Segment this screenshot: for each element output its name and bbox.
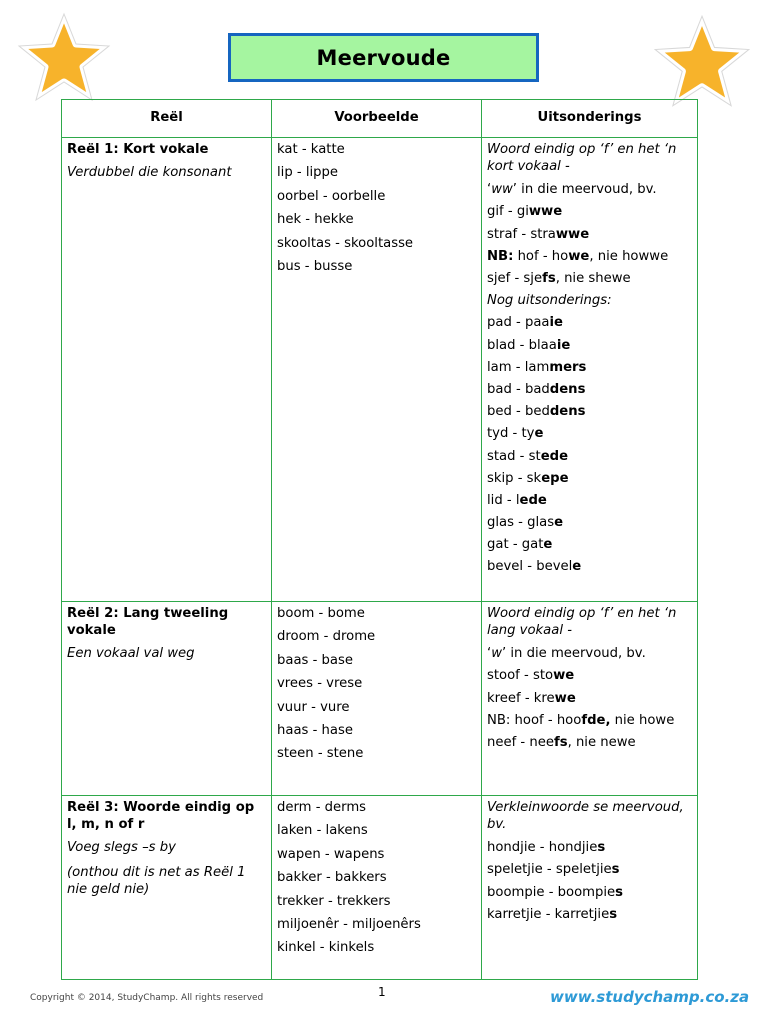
example-item: wapen - wapens <box>277 846 385 862</box>
exception-text: ‘ <box>487 182 492 198</box>
exception-text: ’ in die meervoud, bv. <box>502 646 646 662</box>
example-item: steen - stene <box>277 746 364 762</box>
exceptions-cell <box>482 138 698 602</box>
exception-subheading: Nog uitsonderings: <box>487 293 612 309</box>
examples-cell <box>272 602 482 796</box>
exception-ending: s <box>609 906 618 922</box>
column-header: Reël <box>62 100 272 138</box>
exception-text: blad - blaa <box>487 337 557 353</box>
exception-text: lam - lam <box>487 359 550 375</box>
exception-ending: we <box>568 248 590 264</box>
exception-text: sjef - sje <box>487 271 543 287</box>
exception-item <box>487 249 692 266</box>
examples-cell <box>272 796 482 980</box>
exception-text: stoof - sto <box>487 668 554 684</box>
page-title: Meervoude <box>316 45 451 70</box>
rule-cell <box>62 796 272 980</box>
exception-text: hondjie - hondjie <box>487 840 598 856</box>
exceptions-cell <box>482 602 698 796</box>
exception-item <box>487 537 692 554</box>
table-header-row <box>62 100 698 138</box>
exception-ending: e <box>534 426 544 442</box>
example-item: skooltas - skooltasse <box>277 235 414 251</box>
exception-text: kreef - kre <box>487 690 555 706</box>
copyright-text: Copyright © 2014, StudyChamp. All rights reserved <box>30 993 264 1003</box>
exceptions-intro: Woord eindig op ‘f’ en het ‘n kort vokaal - <box>487 142 677 174</box>
exception-item <box>487 315 692 332</box>
example-item: hek - hekke <box>277 212 354 228</box>
plurals-table <box>61 99 698 980</box>
exception-ending: we <box>554 690 576 706</box>
exception-item <box>487 449 692 466</box>
rule-description: Voeg slegs –s by <box>67 839 176 855</box>
exception-text: gif - gi <box>487 204 529 220</box>
exceptions-cell <box>482 796 698 980</box>
rule-cell <box>62 138 272 602</box>
exception-text: skip - sk <box>487 470 542 486</box>
exception-ending: dens <box>549 381 586 397</box>
exception-text: hof - ho <box>513 248 569 264</box>
exceptions-intro: Verkleinwoorde se meervoud, bv. <box>487 800 684 832</box>
exception-item <box>487 862 692 879</box>
exception-ending: fs <box>542 271 556 287</box>
exception-item <box>487 668 692 685</box>
exception-ending: ede <box>540 448 569 464</box>
exception-ending: we <box>553 668 575 684</box>
rule-description: Een vokaal val weg <box>67 645 195 661</box>
example-item: bakker - bakkers <box>277 870 387 886</box>
exception-emphasis: w <box>491 646 502 662</box>
exception-item <box>487 182 692 199</box>
exception-item <box>487 227 692 244</box>
example-item: oorbel - oorbelle <box>277 188 386 204</box>
exception-item <box>487 559 692 576</box>
exception-ending: fde, <box>581 712 611 728</box>
exception-text: gat - gat <box>487 537 544 553</box>
exception-item <box>487 471 692 488</box>
exception-item <box>487 493 692 510</box>
exception-emphasis: ww <box>491 182 513 198</box>
exception-text: lid - l <box>487 492 520 508</box>
note-label: NB: <box>487 248 514 264</box>
example-item: derm - derms <box>277 800 367 815</box>
exception-item <box>487 360 692 377</box>
website-link[interactable]: www.studychamp.co.za <box>550 988 750 1006</box>
exception-text: bed - bed <box>487 404 550 420</box>
column-header: Uitsonderings <box>482 100 698 138</box>
example-item: bus - busse <box>277 258 353 274</box>
exception-text: bevel - bevel <box>487 559 573 575</box>
exception-text: ‘ <box>487 646 492 662</box>
exception-item <box>487 426 692 443</box>
exception-item <box>487 404 692 421</box>
rule-title: Reël 1: Kort vokale <box>67 142 209 157</box>
exception-item <box>487 885 692 902</box>
rule-title: Reël 3: Woorde eindig op l, m, n of r <box>67 800 255 832</box>
example-item: boom - bome <box>277 606 365 621</box>
exception-item <box>487 713 692 730</box>
table-row <box>62 138 698 602</box>
exception-ending: s <box>615 884 624 900</box>
exception-ending: e <box>572 559 582 575</box>
exceptions-intro: Woord eindig op ‘f’ en het ‘n lang vokaal - <box>487 606 677 638</box>
example-item: vuur - vure <box>277 699 350 715</box>
exception-text: bad - bad <box>487 381 550 397</box>
rule-description: Verdubbel die konsonant <box>67 164 232 180</box>
exception-item <box>487 907 692 924</box>
exception-text: stad - st <box>487 448 541 464</box>
exception-item <box>487 840 692 857</box>
exception-item <box>487 515 692 532</box>
rule-cell <box>62 602 272 796</box>
exception-ending: epe <box>541 470 569 486</box>
exception-text: boompie - boompie <box>487 884 616 900</box>
exception-ending: wwe <box>555 226 590 242</box>
exception-text: , nie newe <box>567 735 636 751</box>
exception-ending: s <box>597 840 606 856</box>
exception-text: , nie shewe <box>555 271 631 287</box>
exception-ending: wwe <box>528 204 563 220</box>
exception-ending: e <box>554 515 564 531</box>
exception-ending: e <box>543 537 553 553</box>
example-item: miljoenêr - miljoenêrs <box>277 916 421 932</box>
exception-text: , nie howwe <box>589 248 669 264</box>
example-item: kinkel - kinkels <box>277 940 375 956</box>
exception-text: pad - paa <box>487 315 550 331</box>
exception-ending: ie <box>556 337 571 353</box>
page-number: 1 <box>378 985 386 999</box>
table-row <box>62 796 698 980</box>
exception-text: nie howe <box>610 712 675 728</box>
example-item: haas - hase <box>277 722 353 738</box>
rule-title: Reël 2: Lang tweeling vokale <box>67 606 229 638</box>
exception-ending: s <box>611 862 620 878</box>
exception-text: straf - stra <box>487 226 556 242</box>
exception-item <box>487 338 692 355</box>
examples-cell <box>272 138 482 602</box>
exception-ending: ie <box>549 315 563 331</box>
exception-item <box>487 691 692 708</box>
example-item: droom - drome <box>277 629 376 645</box>
example-item: baas - base <box>277 652 353 668</box>
exception-text: karretjie - karretjie <box>487 906 610 922</box>
exception-item <box>487 735 692 752</box>
exception-ending: fs <box>553 735 568 751</box>
exception-text: tyd - ty <box>487 426 535 442</box>
exception-item <box>487 204 692 221</box>
example-item: trekker - trekkers <box>277 893 391 909</box>
example-item: vrees - vrese <box>277 676 363 692</box>
exception-item <box>487 382 692 399</box>
rule-description: (onthou dit is net as Reël 1 nie geld nie) <box>67 864 246 897</box>
exception-text: neef - nee <box>487 735 554 751</box>
example-item: kat - katte <box>277 142 345 157</box>
exception-ending: ede <box>519 492 547 508</box>
exception-text: glas - glas <box>487 515 555 531</box>
example-item: lip - lippe <box>277 165 339 181</box>
exception-item <box>487 293 692 310</box>
exception-ending: dens <box>549 404 586 420</box>
table-row <box>62 602 698 796</box>
exception-text: ’ in die meervoud, bv. <box>512 182 657 198</box>
exception-ending: mers <box>549 359 587 375</box>
page-title-box <box>228 33 539 82</box>
exception-item <box>487 271 692 288</box>
star-icon <box>14 8 114 108</box>
example-item: laken - lakens <box>277 823 368 839</box>
exception-text: NB: hoof - hoo <box>487 712 582 728</box>
column-header: Voorbeelde <box>272 100 482 138</box>
exception-item <box>487 646 692 663</box>
exception-text: speletjie - speletjie <box>487 862 612 878</box>
